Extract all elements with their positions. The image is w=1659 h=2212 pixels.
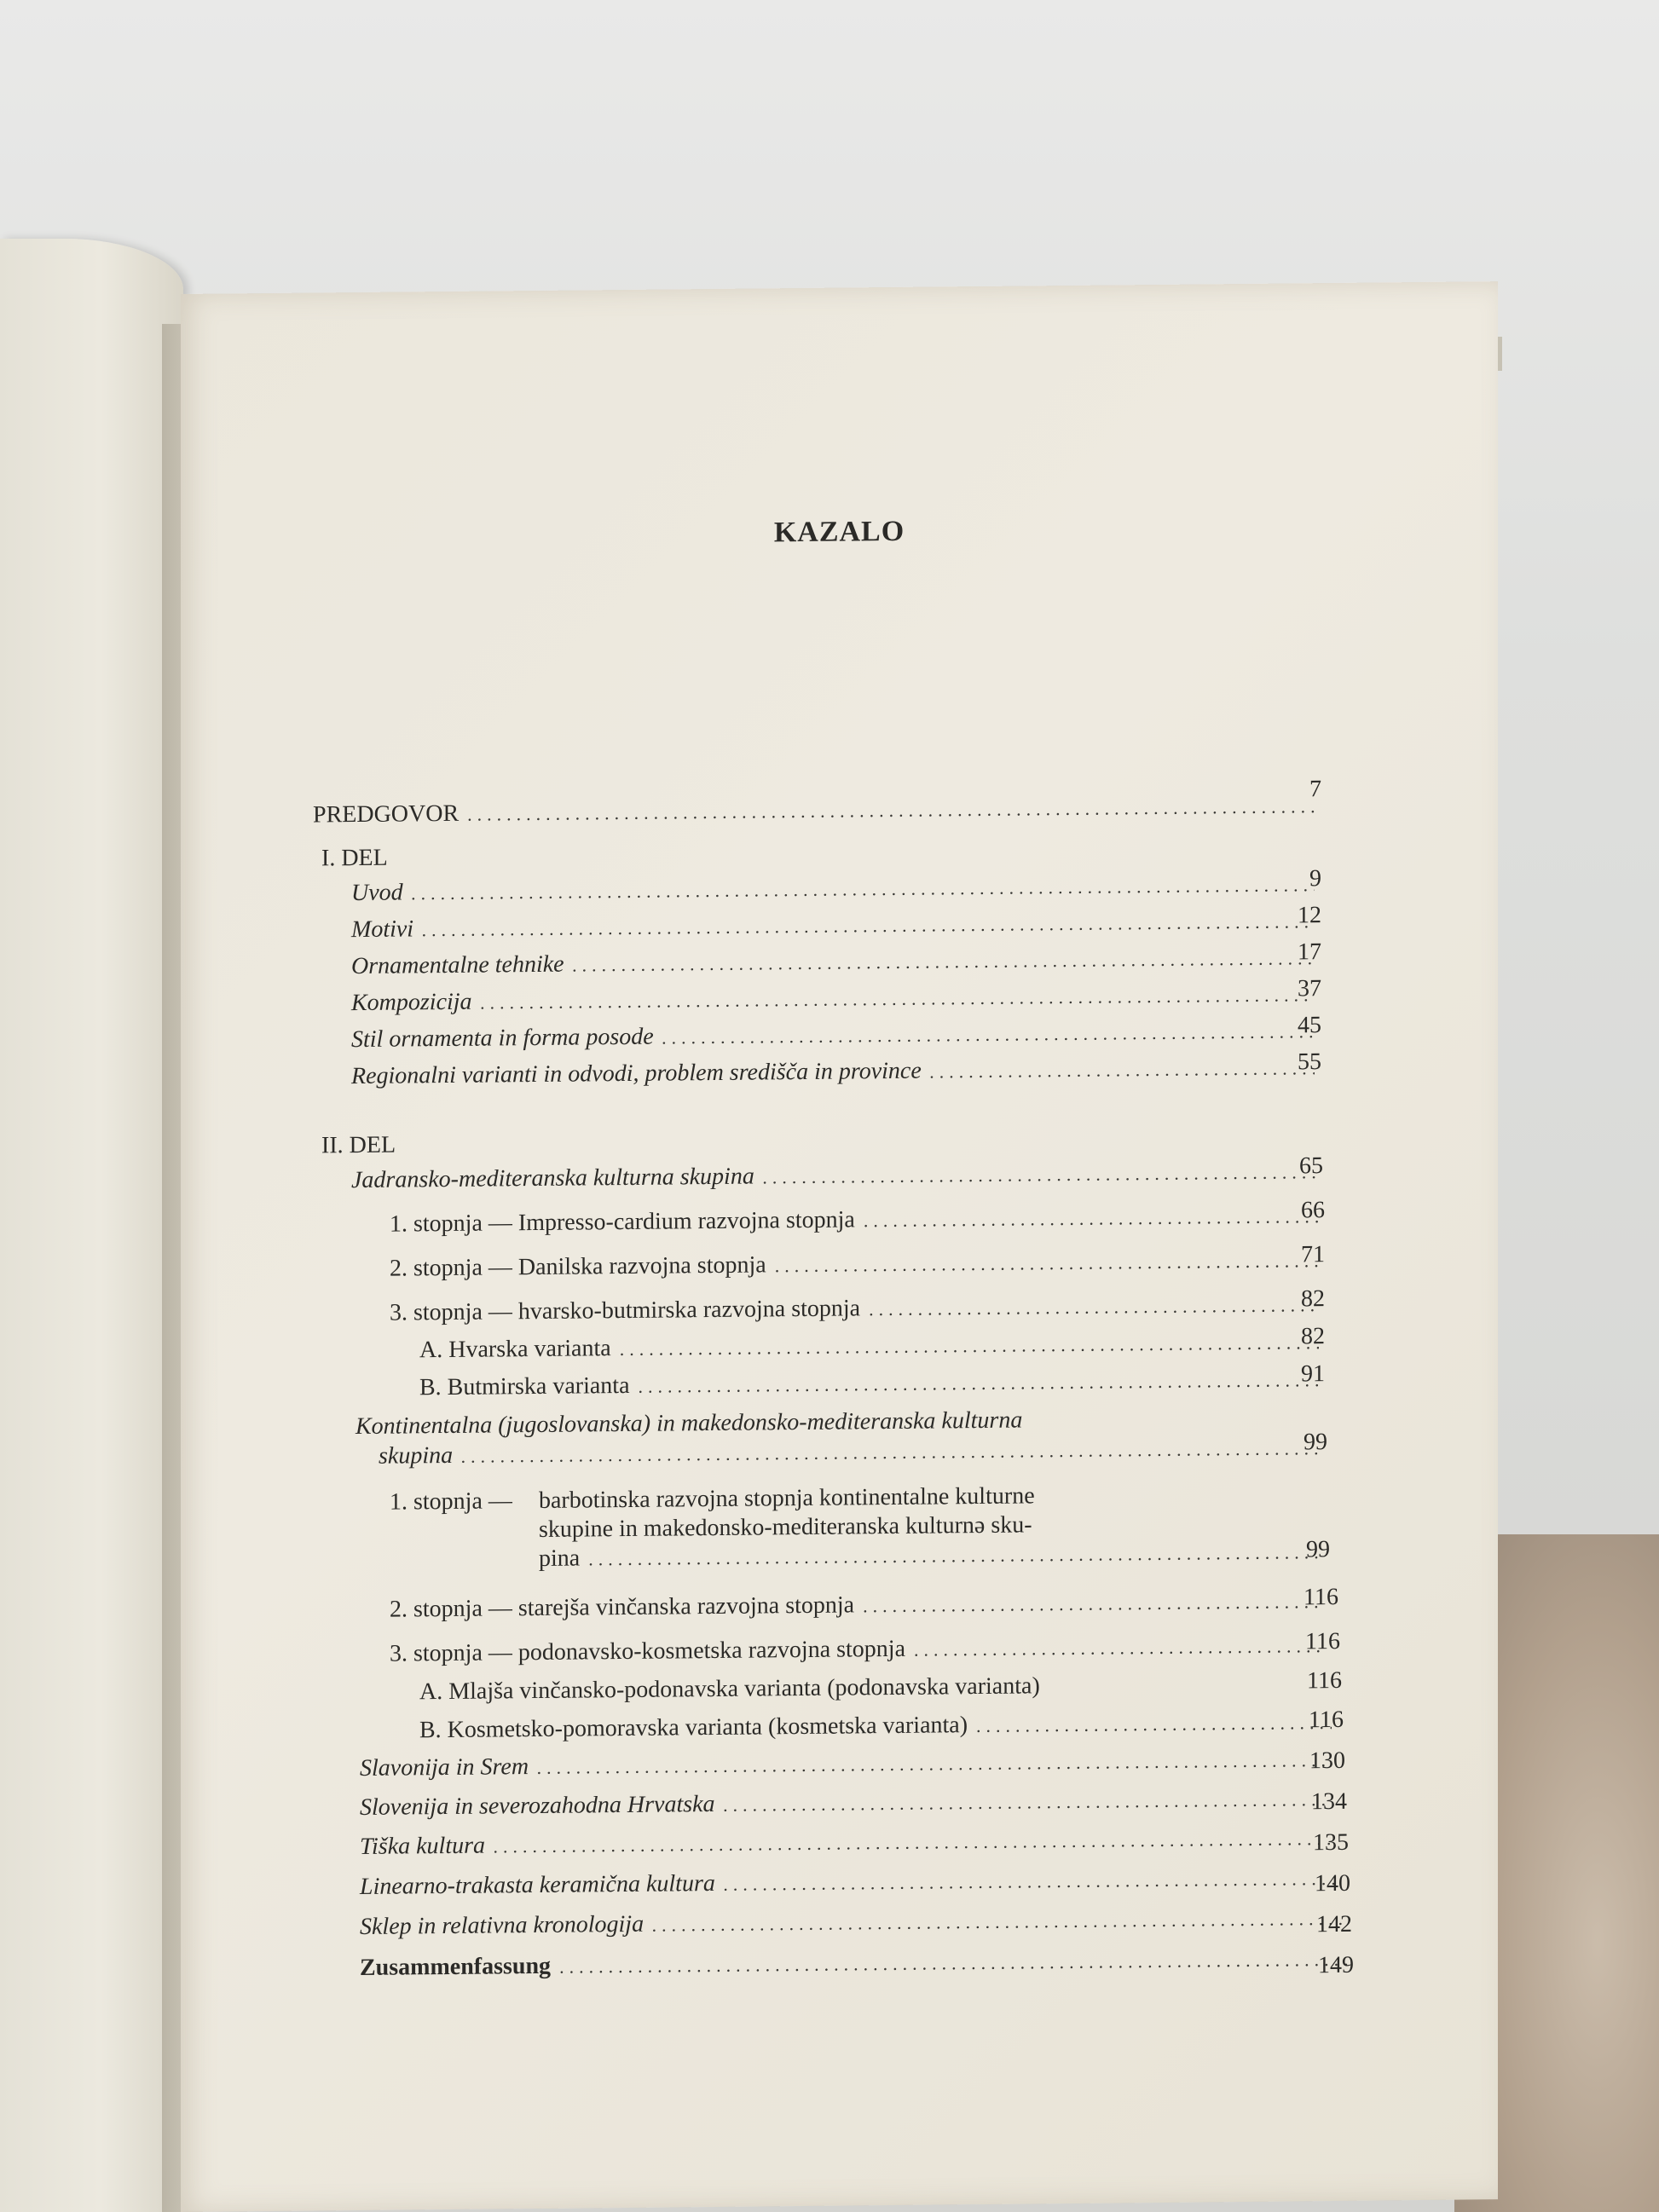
- dot-leader: [481, 984, 1315, 1014]
- toc-entry-page: 140: [1315, 1869, 1350, 1897]
- dot-leader: [559, 1949, 1349, 1978]
- toc-entry-page: 55: [1298, 1048, 1321, 1076]
- toc-entry-page: 7: [1309, 776, 1321, 803]
- toc-entry-label: 1. stopnja — Impresso-cardium razvojna stopnja: [390, 1206, 855, 1238]
- toc-entry-label: Linearno-trakasta keramična kultura: [360, 1869, 715, 1900]
- stage1-line1[interactable]: barbotinska razvojna stopnja kontinentalne kulturne: [539, 1482, 1035, 1514]
- toc-entry-page: 116: [1304, 1583, 1338, 1611]
- toc-entry-page: 71: [1301, 1241, 1325, 1268]
- toc-entry-stage1[interactable]: [539, 1538, 1332, 1573]
- toc-entry-page: 45: [1298, 1012, 1321, 1039]
- dot-leader: [914, 1635, 1323, 1661]
- toc-page: [181, 281, 1498, 2212]
- toc-entry-page: 134: [1311, 1788, 1347, 1816]
- toc-entry-label: 2. stopnja — starejša vinčanska razvojna stopnja: [390, 1591, 855, 1623]
- toc-entry-label: A. Hvarska varianta: [419, 1335, 611, 1364]
- dot-leader: [775, 1250, 1319, 1277]
- toc-entry-predgovor[interactable]: [313, 792, 1327, 829]
- section-heading-part1: I. DEL: [321, 844, 388, 872]
- toc-entry-label: Zusammenfassung: [360, 1952, 552, 1981]
- toc-entry-page: 9: [1309, 865, 1321, 892]
- toc-entry-page: 99: [1304, 1429, 1327, 1456]
- toc-entry[interactable]: [351, 870, 1323, 907]
- stage1-prefix: 1. stopnja —: [390, 1487, 512, 1516]
- toc-entry[interactable]: [351, 980, 1323, 1017]
- toc-content: [181, 281, 1498, 2212]
- toc-entry-label: Sklep in relativna kronologija: [360, 1910, 645, 1940]
- dot-leader: [763, 1161, 1319, 1188]
- dot-leader: [639, 1369, 1319, 1398]
- toc-entry-page: 142: [1316, 1910, 1352, 1938]
- toc-entry[interactable]: [360, 1864, 1349, 1901]
- toc-entry[interactable]: [360, 1785, 1340, 1822]
- dot-leader: [724, 1788, 1332, 1816]
- toc-entry[interactable]: [419, 1670, 1340, 1706]
- toc-entry[interactable]: [351, 1017, 1323, 1054]
- toc-entry[interactable]: [351, 944, 1323, 980]
- dot-leader: [930, 1057, 1315, 1083]
- dot-leader: [869, 1294, 1319, 1320]
- toc-entry[interactable]: [390, 1632, 1332, 1668]
- toc-entry[interactable]: [390, 1587, 1332, 1624]
- toc-entry-page: 82: [1301, 1323, 1325, 1350]
- toc-entry-page: 17: [1298, 939, 1321, 966]
- toc-entry-page: 82: [1301, 1285, 1325, 1313]
- dot-leader: [422, 910, 1315, 941]
- toc-entry-label: B. Kosmetsko-pomoravska varianta (kosmetska varianta): [419, 1712, 968, 1744]
- toc-entry-label: Slavonija in Srem: [360, 1753, 529, 1782]
- toc-entry-page: 130: [1309, 1747, 1345, 1775]
- toc-entry[interactable]: [390, 1202, 1327, 1239]
- toc-entry[interactable]: [360, 1824, 1344, 1861]
- dot-leader: [461, 1437, 1321, 1468]
- toc-entry-page: 91: [1301, 1360, 1325, 1388]
- toc-entry-label: pina: [539, 1545, 581, 1572]
- toc-entry-label: Ornamentalne tehnike: [351, 950, 564, 980]
- toc-entry-page: 37: [1298, 975, 1321, 1002]
- toc-entry[interactable]: [351, 907, 1323, 944]
- toc-entry-label: Uvod: [351, 879, 403, 907]
- toc-entry-zusammenfassung[interactable]: [360, 1945, 1357, 1982]
- toc-entry[interactable]: [419, 1366, 1327, 1401]
- toc-entry-label: A. Mlajša vinčansko-podonavska varianta (podonavska varianta): [419, 1672, 1040, 1706]
- toc-entry-label: Slovenija in severozahodna Hrvatska: [360, 1790, 715, 1821]
- stage1-line2[interactable]: skupine in makedonsko-mediteranska kulturnə sku-: [539, 1511, 1032, 1543]
- toc-entry-label: skupina: [379, 1441, 454, 1470]
- toc-entry[interactable]: [390, 1291, 1327, 1327]
- section-heading-part2: II. DEL: [321, 1131, 396, 1159]
- toc-entry-label: Jadransko-mediteranska kulturna skupina: [351, 1163, 754, 1194]
- toc-entry-page: 66: [1301, 1197, 1325, 1224]
- dot-leader: [537, 1749, 1327, 1779]
- toc-entry-page: 149: [1318, 1951, 1354, 1979]
- toc-entry-page: 135: [1313, 1828, 1349, 1857]
- dot-leader: [412, 874, 1315, 904]
- dot-leader: [573, 947, 1315, 976]
- dot-leader: [863, 1591, 1323, 1617]
- toc-entry-label: Regionalni varianti in odvodi, problem središča in province: [351, 1057, 922, 1090]
- page-title: KAZALO: [773, 515, 905, 549]
- toc-entry-label: Tiška kultura: [360, 1832, 486, 1860]
- dot-leader: [724, 1868, 1340, 1896]
- toc-entry-page: 65: [1299, 1152, 1323, 1180]
- left-book-page: [0, 239, 183, 2212]
- dot-leader: [620, 1331, 1319, 1360]
- toc-entry-label: 3. stopnja — podonavsko-kosmetska razvojna stopnja: [390, 1635, 906, 1667]
- dot-leader: [652, 1908, 1344, 1937]
- toc-entry-label: Stil ornamenta in forma posode: [351, 1023, 654, 1054]
- toc-entry-label: PREDGOVOR: [313, 800, 460, 829]
- toc-entry-label: B. Butmirska varianta: [419, 1372, 630, 1401]
- toc-entry-page: 99: [1306, 1536, 1330, 1563]
- toc-entry-label: Motivi: [351, 915, 414, 944]
- dot-leader: [467, 795, 1319, 826]
- dot-leader: [864, 1205, 1319, 1232]
- toc-entry[interactable]: [419, 1708, 1340, 1744]
- dot-leader: [662, 1020, 1315, 1048]
- toc-entry-label: Kompozicija: [351, 988, 472, 1017]
- toc-entry-page: 116: [1307, 1666, 1342, 1695]
- toc-entry[interactable]: [351, 1054, 1323, 1090]
- toc-entry-label: 2. stopnja — Danilska razvojna stopnja: [390, 1251, 766, 1282]
- toc-entry-page: 116: [1305, 1627, 1340, 1655]
- toc-entry[interactable]: [360, 1904, 1353, 1941]
- dot-leader: [588, 1541, 1323, 1570]
- toc-entry-kont-line1[interactable]: Kontinentalna (jugoslovanska) in makedonsko-mediteranska kulturna: [356, 1406, 1023, 1441]
- toc-entry-jadran[interactable]: [351, 1158, 1327, 1194]
- dot-leader: [494, 1828, 1336, 1857]
- toc-entry-page: 12: [1298, 902, 1321, 929]
- toc-entry-page: 116: [1309, 1706, 1344, 1734]
- toc-entry[interactable]: [390, 1246, 1327, 1283]
- dot-leader: [976, 1712, 1332, 1737]
- toc-entry-kont[interactable]: [379, 1434, 1329, 1470]
- toc-entry[interactable]: [360, 1746, 1336, 1782]
- toc-entry[interactable]: [419, 1328, 1327, 1364]
- toc-entry-label: 3. stopnja — hvarsko-butmirska razvojna stopnja: [390, 1295, 861, 1326]
